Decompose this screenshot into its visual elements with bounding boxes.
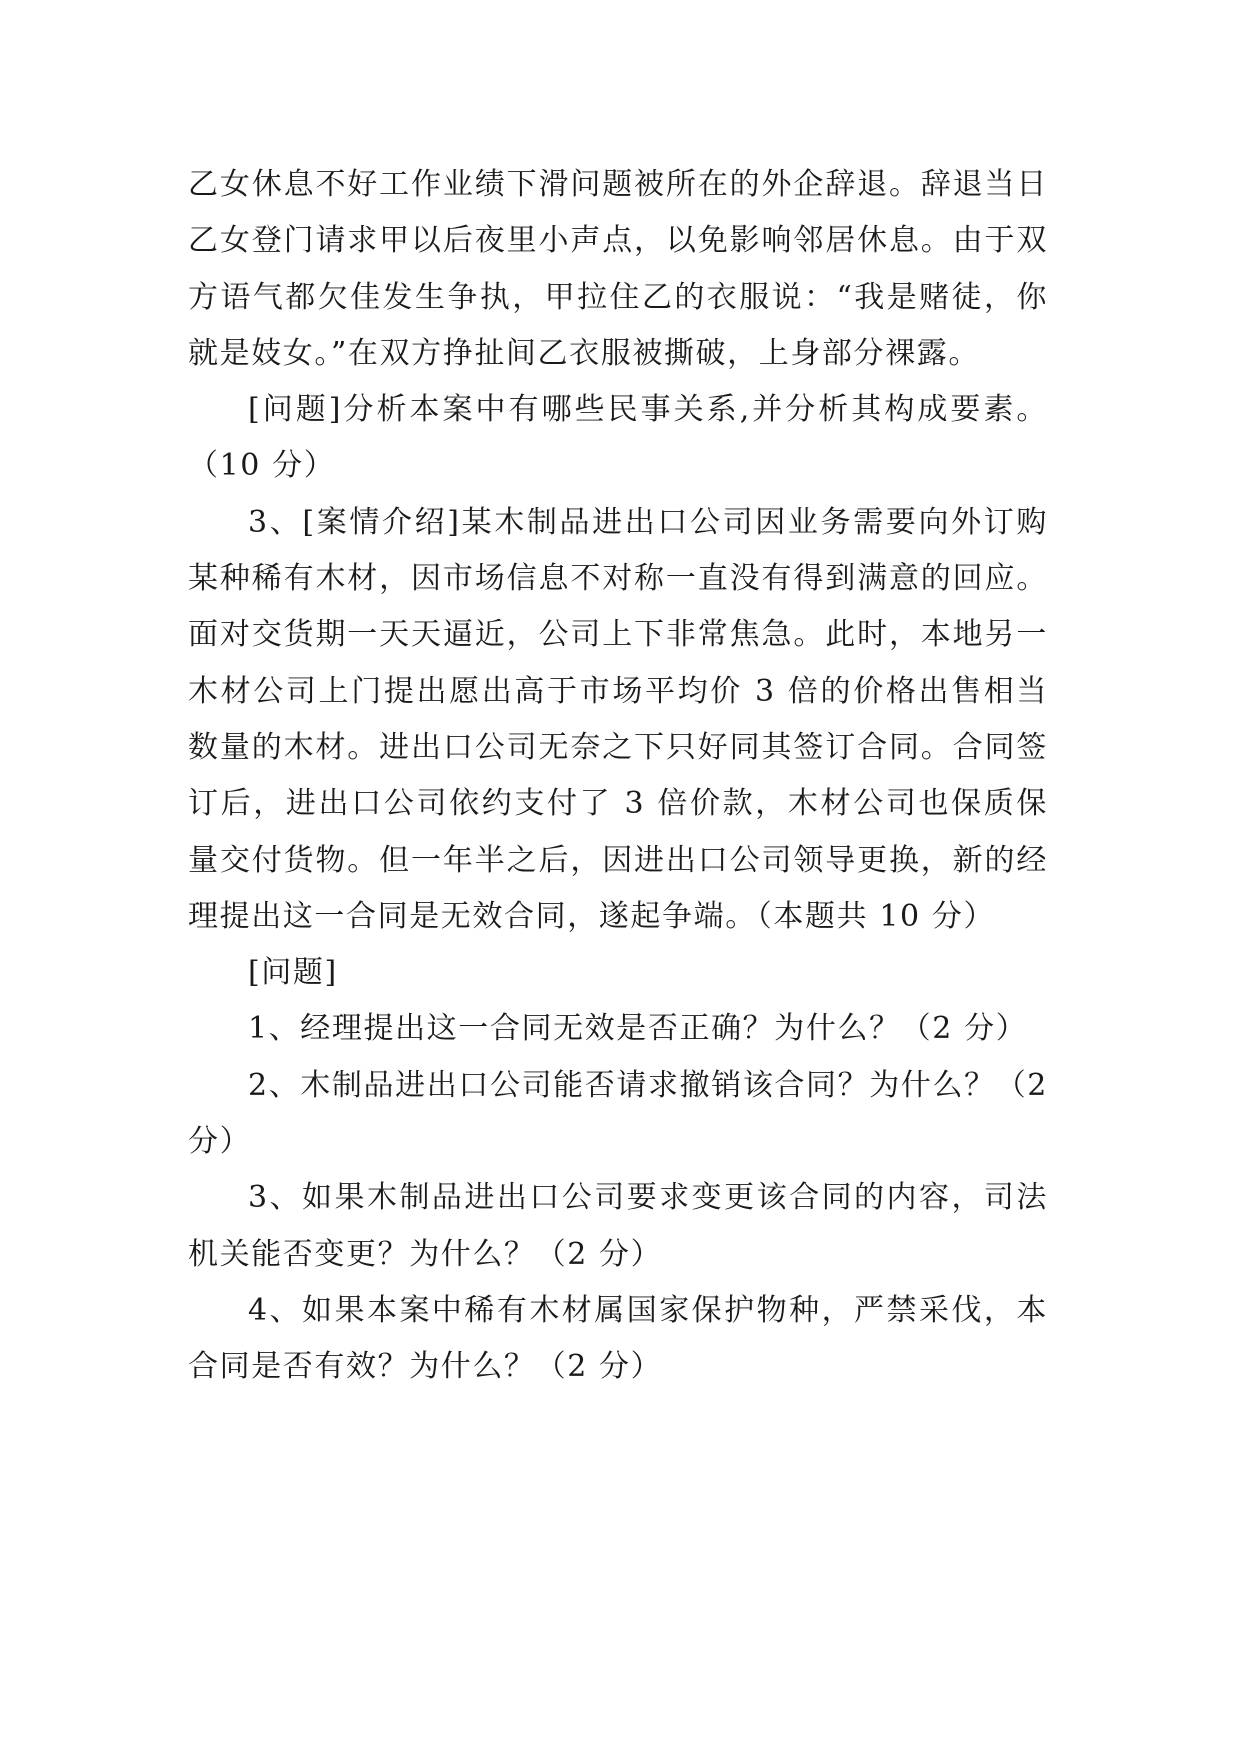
question-heading: [问题] (248, 955, 338, 991)
case-paragraph: 乙女休息不好工作业绩下滑问题被所在的外企辞退。辞退当日乙女登门请求甲以后夜里小声点，以免影响邻居休息。由于双方语气都欠佳发生争执，甲拉住乙的衣服说：“我是赌徒，你就是妓女。”在双方挣扯间乙衣服被撕破，上身部分裸露。 (188, 167, 1048, 371)
case-paragraph: 3、[案情介绍]某木制品进出口公司因业务需要向外订购某种稀有木材，因市场信息不对称一直没有得到满意的回应。面对交货期一天天逼近，公司上下非常焦急。此时，本地另一木材公司上门提出愿出高于市场平均价 3 倍的价格出售相当数量的木材。进出口公司无奈之下只好同其签订合同。合同签订后，进出口公司依约支付了 3 倍价款，木材公司也保质保量交付货物。但一年半之后，因进出口公司领导更换，新的经理提出这一合同是无效合同，遂起争端。（本题共 10 分） (188, 504, 1048, 934)
question-paragraph: [问题]分析本案中有哪些民事关系,并分析其构成要素。（10 分） (188, 392, 1048, 484)
question-item: 1、经理提出这一合同无效是否正确？为什么？（2 分） (248, 1011, 1028, 1047)
question-item: 3、如果木制品进出口公司要求变更该合同的内容，司法机关能否变更？为什么？（2 分） (188, 1180, 1048, 1272)
document-body (188, 157, 1048, 1396)
question-item: 4、如果本案中稀有木材属国家保护物种，严禁采伐，本合同是否有效？为什么？（2 分） (188, 1292, 1048, 1385)
question-item: 2、木制品进出口公司能否请求撤销该合同？为什么？（2 分） (188, 1067, 1048, 1160)
